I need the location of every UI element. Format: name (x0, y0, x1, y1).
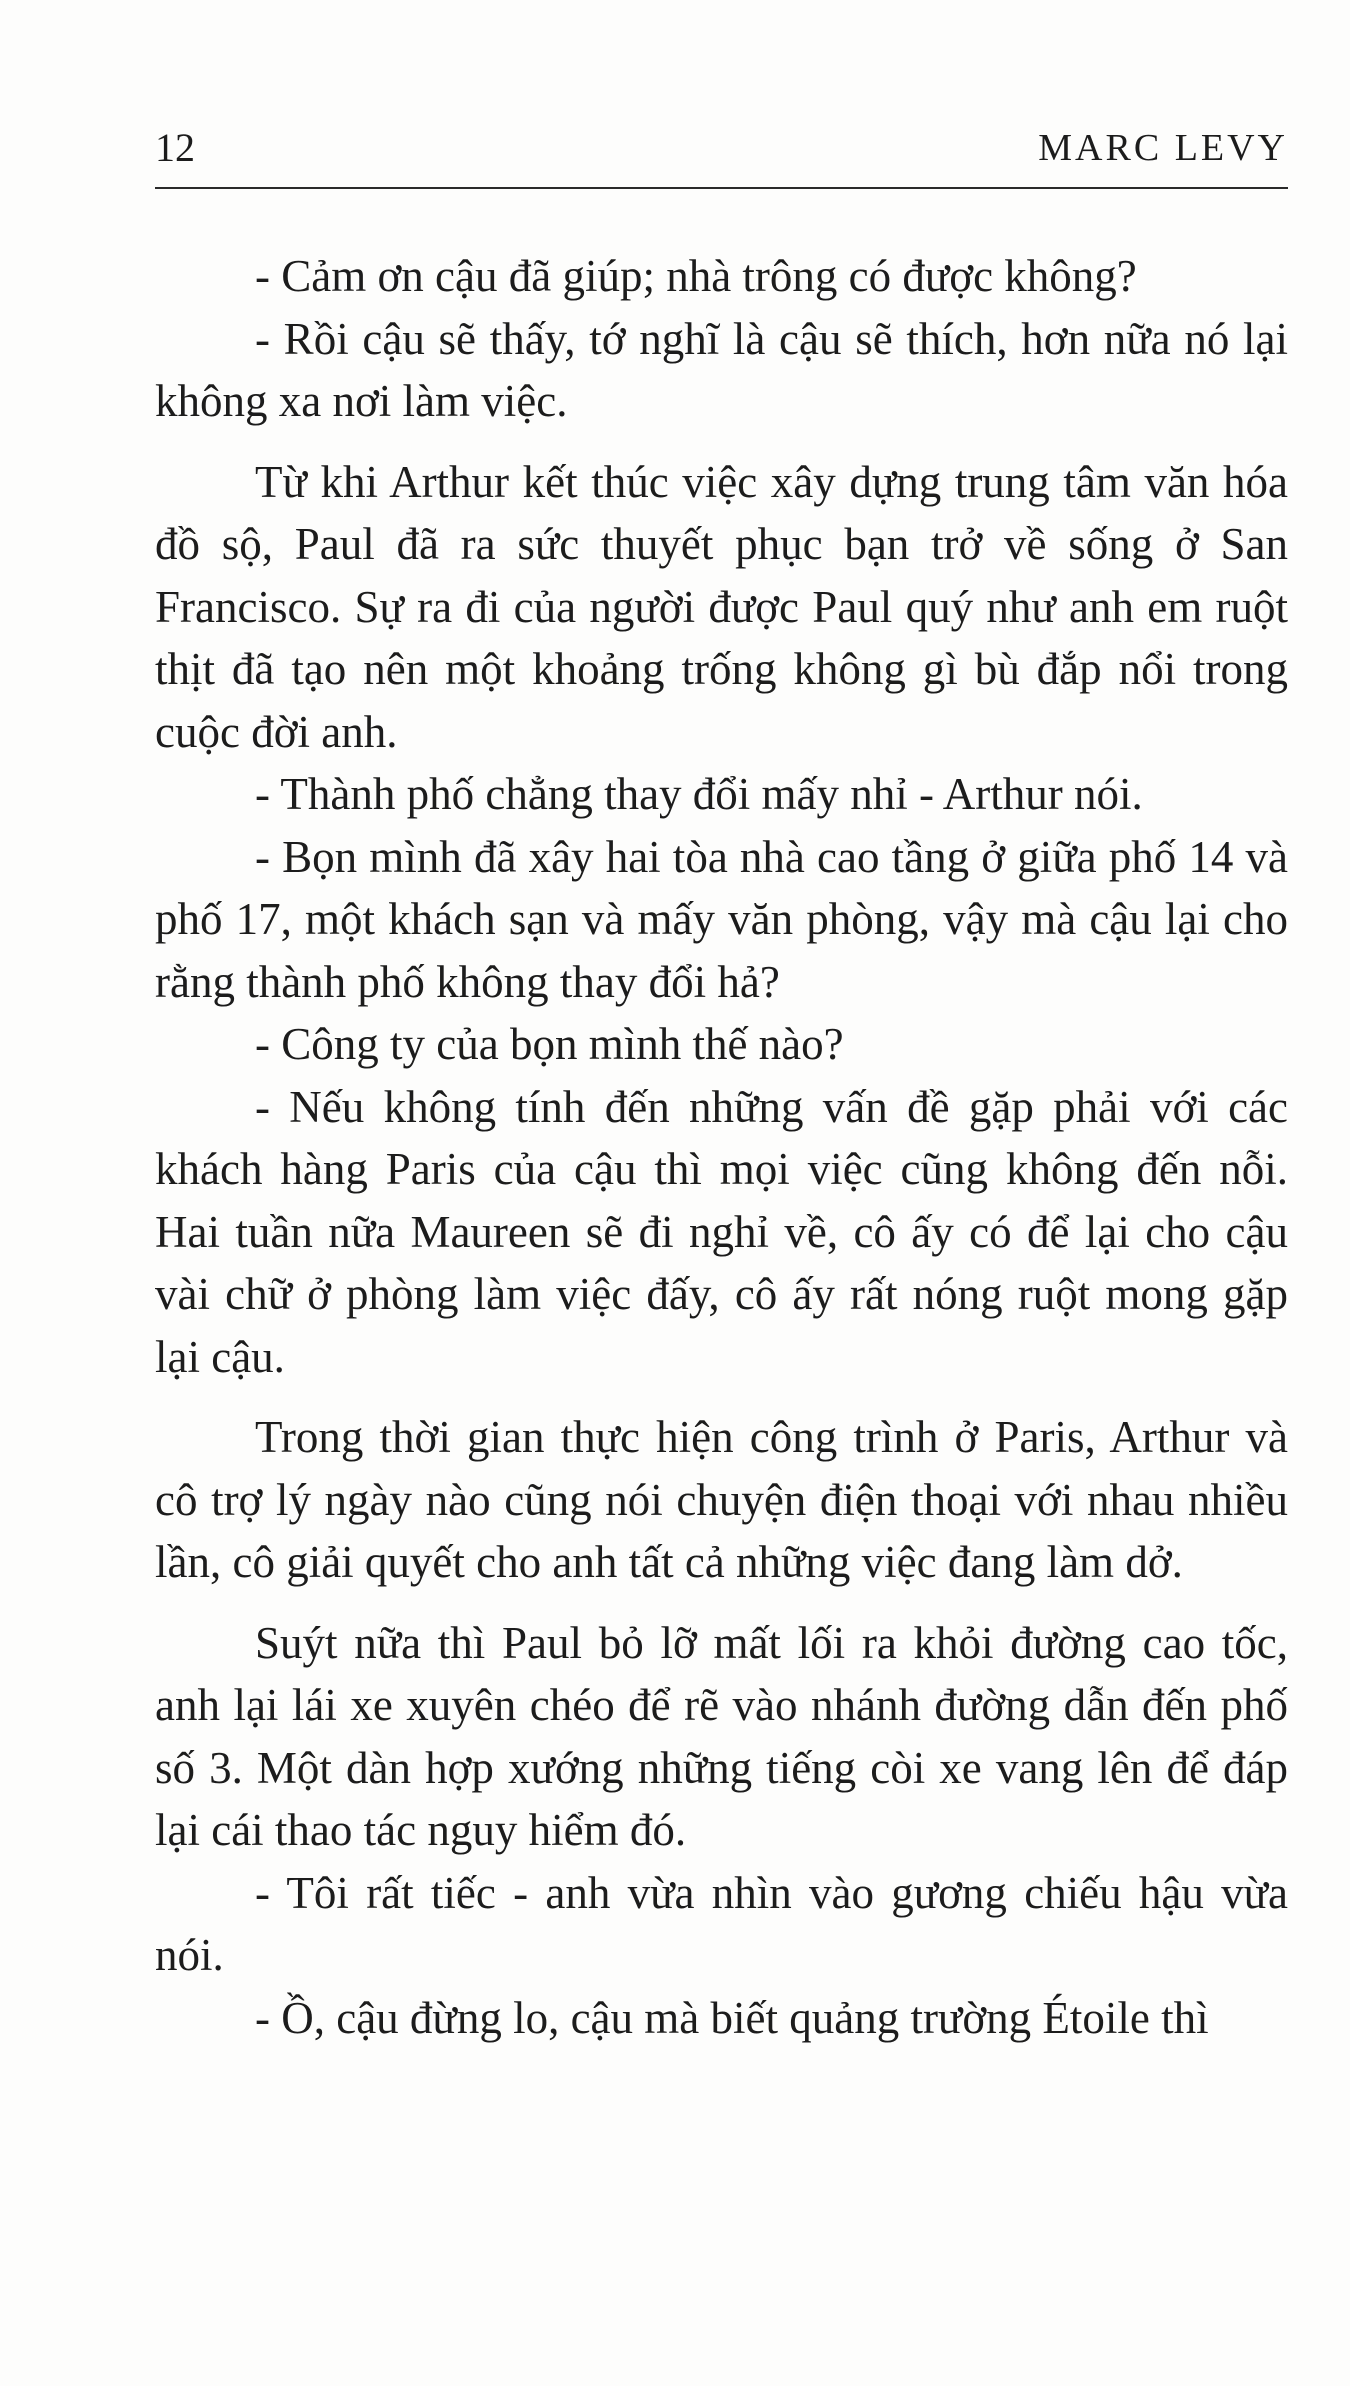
paragraph-narration-2: Trong thời gian thực hiện công trình ở Paris, Arthur và cô trợ lý ngày nào cũng nói chuyện điện thoại với nhau nhiều lần, cô giải quyết cho anh tất cả những việc đang làm dở. (155, 1412, 1288, 1587)
paragraph-dialogue-4: - Bọn mình đã xây hai tòa nhà cao tầng ở giữa phố 14 và phố 17, một khách sạn và mấy văn phòng, vậy mà cậu lại cho rằng thành phố không thay đổi hả? (155, 831, 1288, 1007)
paragraph-dialogue-7: - Tôi rất tiếc - anh vừa nhìn vào gương chiếu hậu vừa nói. (155, 1867, 1288, 1980)
paragraph-dialogue-2: - Rồi cậu sẽ thấy, tớ nghĩ là cậu sẽ thích, hơn nữa nó lại không xa nơi làm việc. (155, 313, 1288, 426)
paragraph-dialogue-1: - Cảm ơn cậu đã giúp; nhà trông có được không? (255, 251, 1137, 301)
paragraph-dialogue-3: - Thành phố chẳng thay đổi mấy nhỉ - Arthur nói. (255, 769, 1143, 819)
paragraph-narration-1: Từ khi Arthur kết thúc việc xây dựng trung tâm văn hóa đồ sộ, Paul đã ra sức thuyết phục bạn trở về sống ở San Francisco. Sự ra đi của người được Paul quý như anh em ruột thịt đã tạo nên một khoảng trống không gì bù đắp nổi trong cuộc đời anh. (155, 456, 1288, 757)
running-head-author: MARC LEVY (1038, 127, 1288, 169)
header-rule (155, 187, 1288, 189)
paragraph-narration-3: Suýt nữa thì Paul bỏ lỡ mất lối ra khỏi đường cao tốc, anh lại lái xe xuyên chéo để rẽ vào nhánh đường dẫn đến phố số 3. Một dàn hợp xướng những tiếng còi xe vang lên để đáp lại cái thao tác nguy hiểm đó. (155, 1617, 1288, 1855)
page-body (155, 245, 1288, 2049)
paragraph-dialogue-8: - Ồ, cậu đừng lo, cậu mà biết quảng trường Étoile thì (255, 1992, 1209, 2043)
paragraph-dialogue-6: - Nếu không tính đến những vấn đề gặp phải với các khách hàng Paris của cậu thì mọi việc cũng không đến nỗi. Hai tuần nữa Maureen sẽ đi nghỉ về, cô ấy có để lại cho cậu vài chữ ở phòng làm việc đấy, cô ấy rất nóng ruột mong gặp lại cậu. (155, 1081, 1288, 1382)
page-number: 12 (155, 125, 195, 170)
paragraph-dialogue-5: - Công ty của bọn mình thế nào? (255, 1019, 844, 1069)
running-head (155, 118, 1288, 178)
